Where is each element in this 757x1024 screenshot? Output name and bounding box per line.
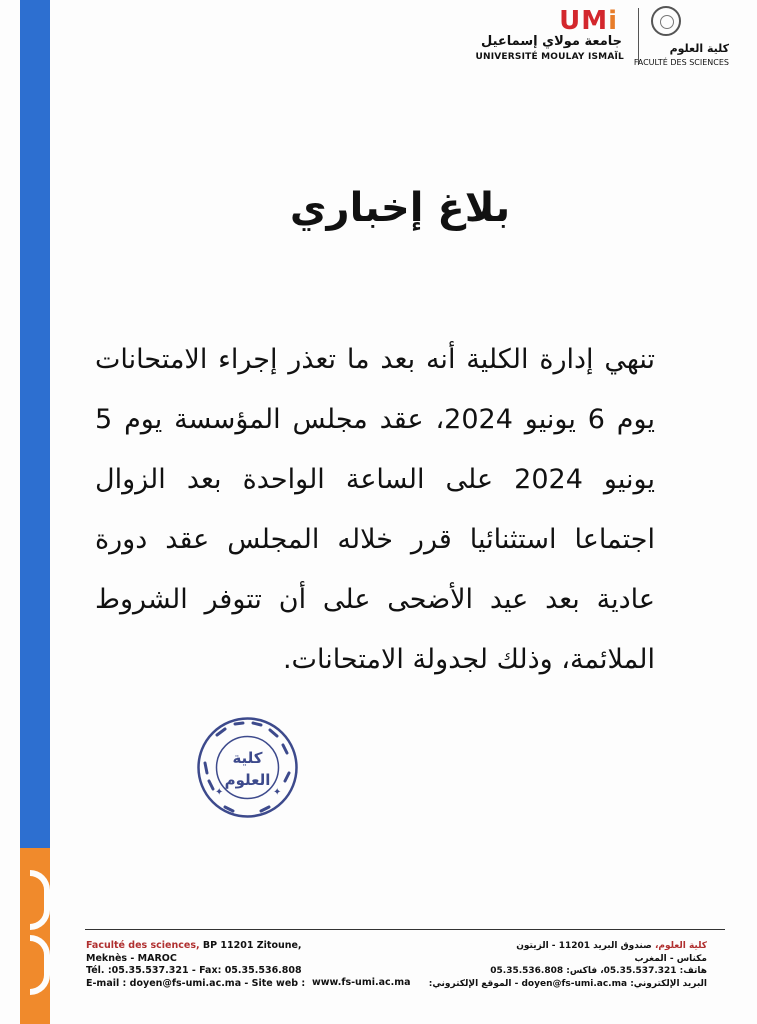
footer-ar-phone: هاتف: 05.35.537.321، فاكس: 05.35.536.808 bbox=[490, 966, 707, 976]
stamp-text-line1: كلية bbox=[232, 749, 263, 767]
announcement-body: تنهي إدارة الكلية أنه بعد ما تعذر إجراء الامتحانات يوم 6 يونيو 2024، عقد مجلس المؤسسة يوم 5 يونيو 2024 على الساعة الواحدة بعد الزوال اجتماعا استثنائيا قرر خلاله المجلس عقد دورة عادية بعد عيد الأضحى على أن تتوفر الشروط الملائمة، وذلك لجدولة الامتحانات. bbox=[95, 344, 656, 675]
university-name-french: UNIVERSITÉ MOULAY ISMAÏL bbox=[475, 52, 624, 62]
faculty-emblem-icon bbox=[651, 6, 681, 36]
footer-ar-address-line1 bbox=[457, 940, 707, 953]
footer-ar-address-line2: مكناس - المغرب bbox=[634, 953, 707, 964]
footer-fr-address-line1 bbox=[86, 940, 326, 953]
footer-ar-faculty-name: كلية العلوم، bbox=[654, 941, 707, 951]
official-stamp bbox=[195, 715, 300, 820]
footer-website-link[interactable]: www.fs-umi.ac.ma bbox=[312, 977, 411, 988]
umi-wordmark-i: i bbox=[608, 6, 618, 36]
footer-ar-address-rest: صندوق البريد 11201 - الزيتون bbox=[516, 941, 655, 951]
logo-divider bbox=[638, 8, 639, 64]
footer-contact-french bbox=[86, 940, 326, 990]
svg-text:✦: ✦ bbox=[273, 787, 282, 798]
footer-fr-address-rest: BP 11201 Zitoune, bbox=[199, 940, 302, 951]
umi-wordmark bbox=[559, 6, 618, 36]
faculty-logo bbox=[633, 6, 735, 68]
stamp-text-line2: العلوم bbox=[224, 771, 271, 789]
footer-fr-faculty-name: Faculté des sciences, bbox=[86, 940, 200, 951]
footer-fr-address-line2: Meknès - MAROC bbox=[86, 952, 177, 964]
faculty-name-arabic: كلية العلوم bbox=[669, 42, 729, 55]
footer-contact-arabic bbox=[428, 940, 707, 990]
faculty-name-french: FACULTÉ DES SCIENCES bbox=[633, 58, 729, 67]
university-logo bbox=[475, 4, 630, 66]
umi-wordmark-main: UM bbox=[559, 6, 609, 36]
footer-ar-email: البريد الإلكتروني: doyen@fs-umi.ac.ma - الموقع الإلكتروني: bbox=[428, 978, 707, 989]
document-title: بلاغ إخباري bbox=[289, 185, 511, 231]
stamp-text bbox=[195, 715, 300, 820]
footer-fr-phone: Tél. :05.35.537.321 - Fax: 05.35.536.808 bbox=[86, 965, 302, 976]
footer-fr-email: E-mail : doyen@fs-umi.ac.ma - Site web : bbox=[86, 977, 306, 989]
svg-text:✦: ✦ bbox=[215, 787, 224, 798]
footer-divider bbox=[85, 929, 725, 930]
university-name-arabic: جامعة مولاي إسماعيل bbox=[481, 34, 622, 49]
